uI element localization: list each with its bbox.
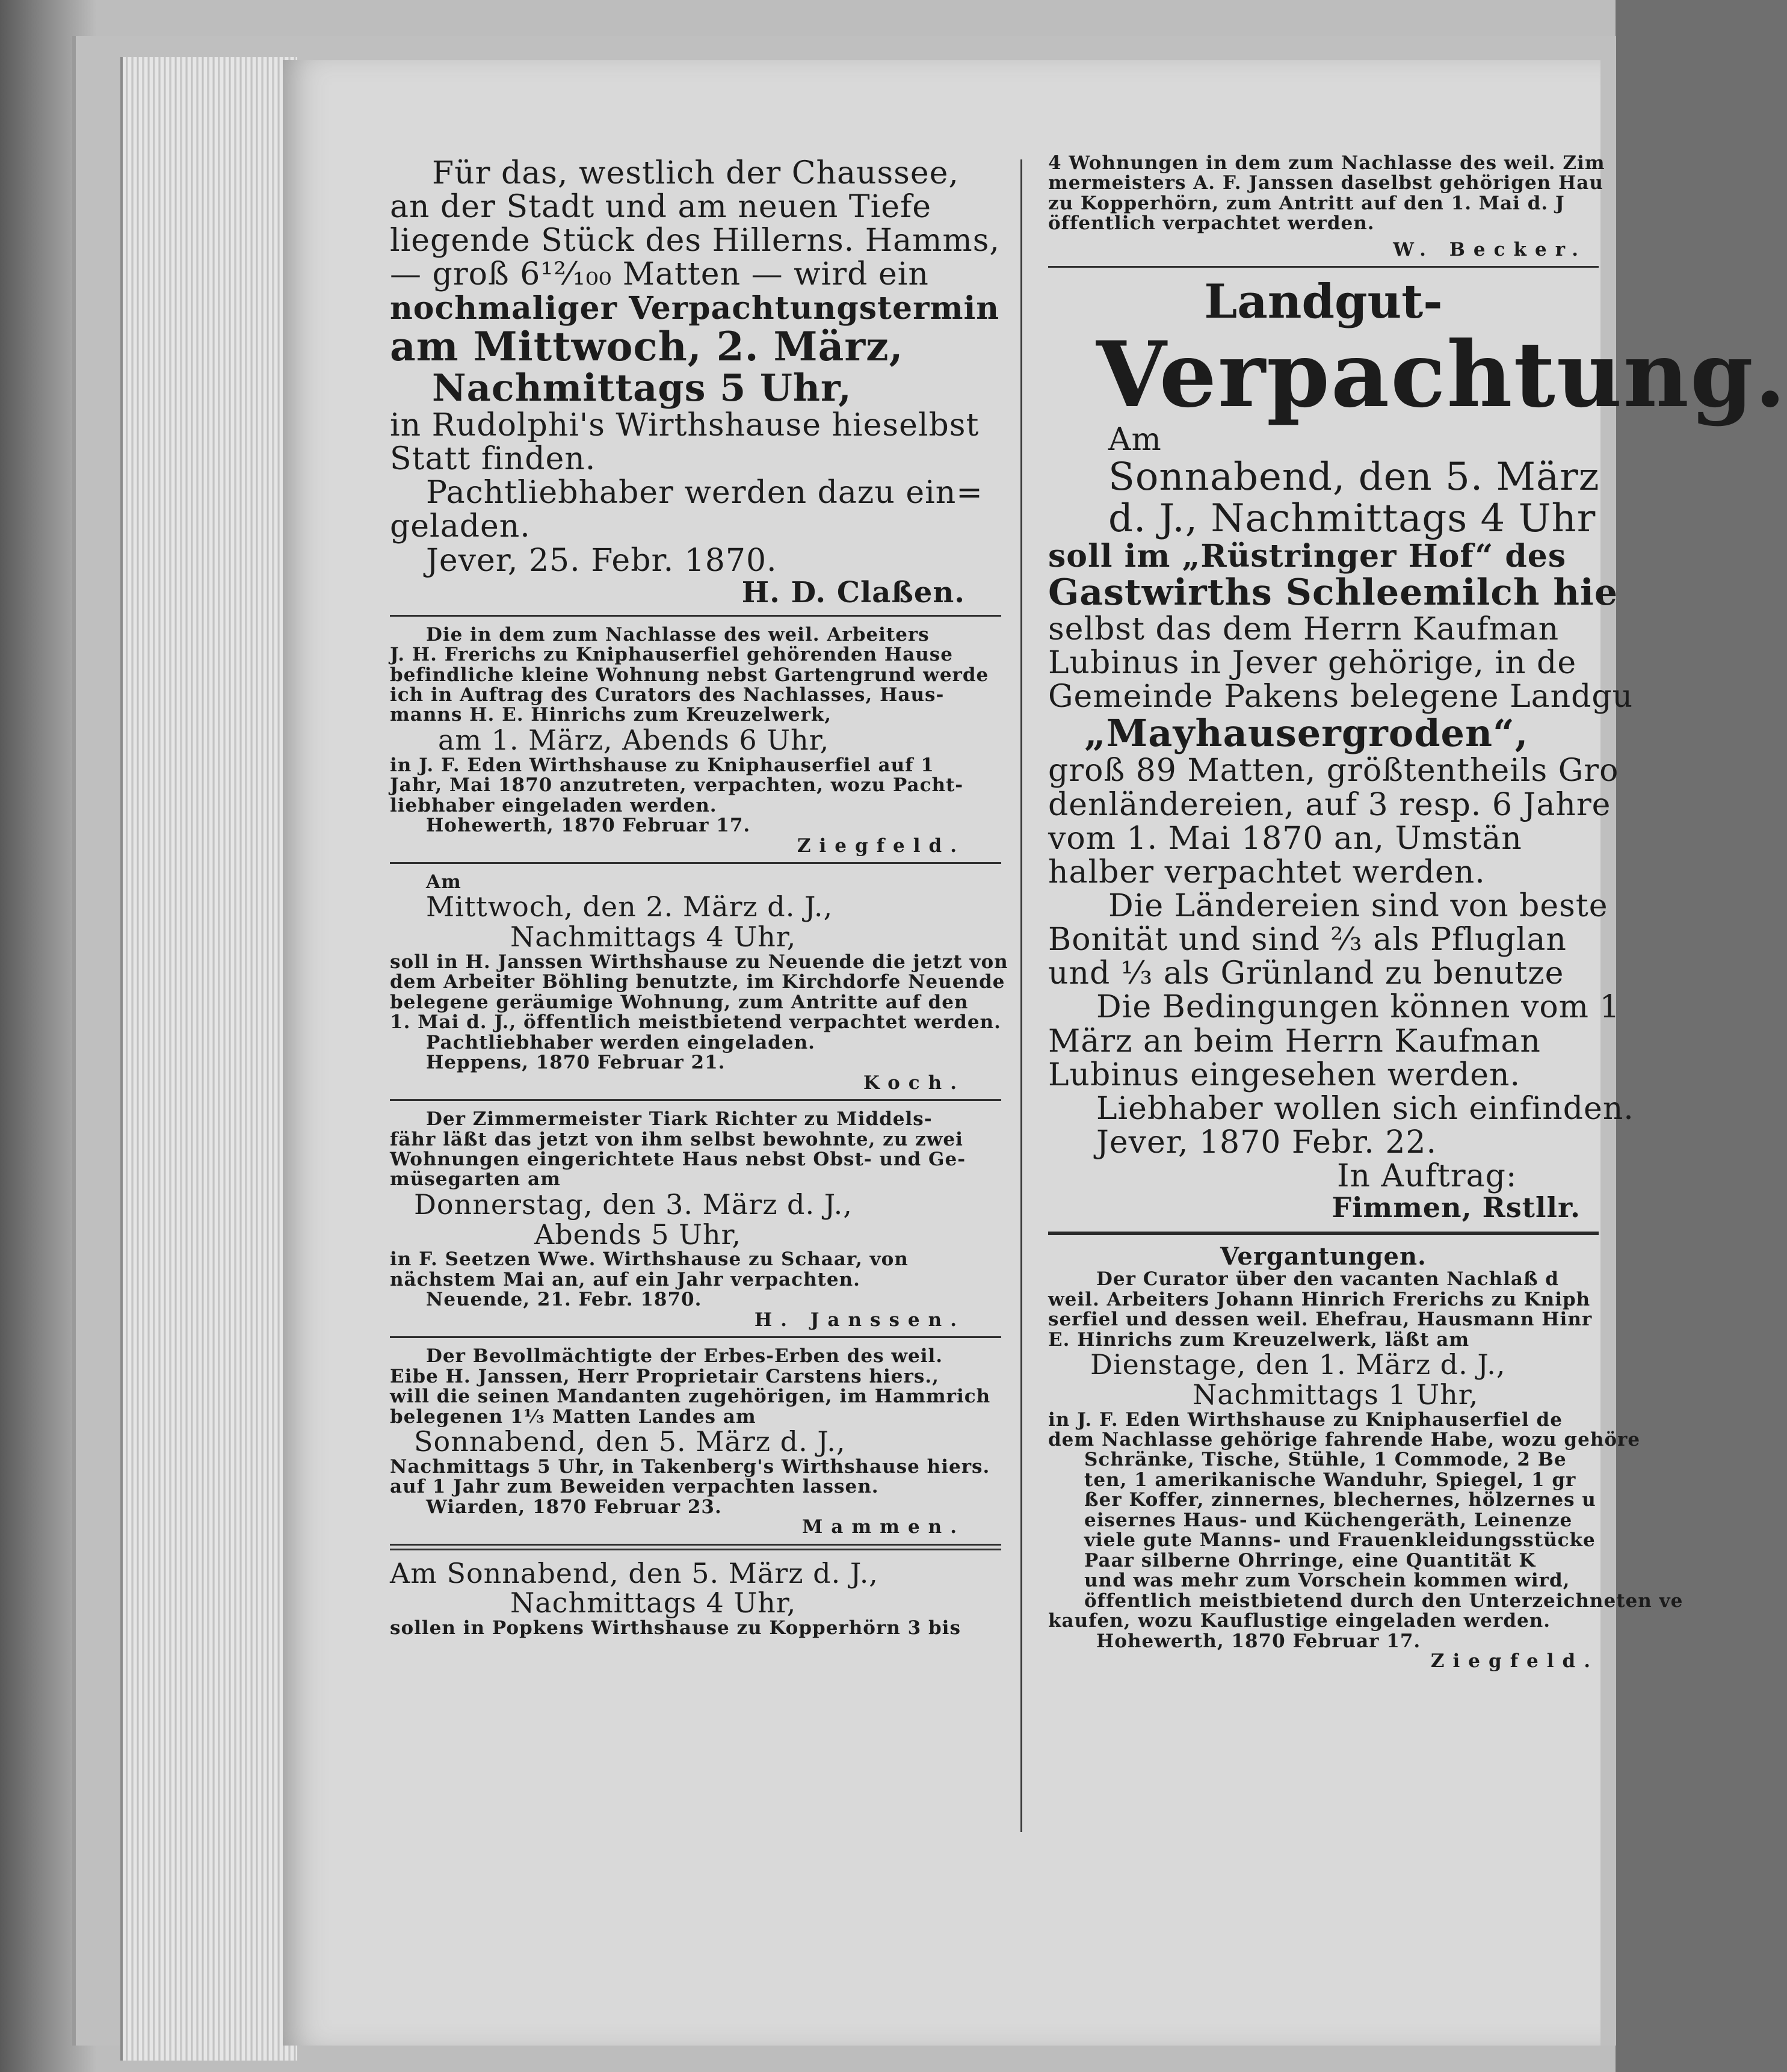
ad-date: Sonnabend, den 5. März — [1108, 454, 1600, 499]
ad-date: Donnerstag, den 3. März d. J., — [414, 1188, 853, 1221]
ad-line: in J. F. Eden Wirthshause zu Kniphauserfiel de — [1048, 1408, 1563, 1431]
ad-date: Am Sonnabend, den 5. März d. J., — [390, 1556, 878, 1589]
ad-line: 1. Mai d. J., öffentlich meistbietend verpachtet werden. — [390, 1011, 1001, 1034]
ad-signature: H. Janssen. — [754, 1309, 965, 1331]
column-divider — [1020, 159, 1022, 1832]
ad-line: öffentlich meistbietend durch den Unterzeichneten ve — [1084, 1589, 1684, 1612]
ad-line: Pachtliebhaber werden eingeladen. — [426, 1031, 815, 1053]
ad-date: Sonnabend, den 5. März d. J., — [414, 1425, 846, 1458]
ad-line: Für das, westlich der Chaussee, — [432, 155, 959, 191]
ad-line: Liebhaber wollen sich einfinden. — [1096, 1090, 1634, 1127]
ad-line: auf 1 Jahr zum Beweiden verpachten lassen. — [390, 1476, 879, 1498]
ad-line: geladen. — [390, 508, 531, 545]
ad-separator — [390, 615, 1001, 617]
ad-place-date: Hohewerth, 1870 Februar 17. — [426, 815, 751, 837]
ad-time: Nachmittags 5 Uhr, — [432, 366, 852, 410]
section-heading: Vergantungen. — [1220, 1242, 1427, 1271]
ad-line: viele gute Manns- und Frauenkleidungsstücke — [1084, 1529, 1596, 1552]
ad-landgut-verpachtung — [1048, 274, 1787, 1224]
ad-line: kaufen, wozu Kauflustige eingeladen werden. — [1048, 1610, 1551, 1632]
ad-line: E. Hinrichs zum Kreuzelwerk, läßt am — [1048, 1328, 1470, 1351]
ad-line: Gastwirths Schleemilch hie — [1048, 572, 1619, 614]
ad-line: weil. Arbeiters Johann Hinrich Frerichs zu Kniph — [1048, 1288, 1591, 1310]
ad-line: ten, 1 amerikanische Wanduhr, Spiegel, 1 gr — [1084, 1469, 1576, 1491]
ad-line: und was mehr zum Vorschein kommen wird, — [1084, 1570, 1570, 1592]
ad-signature: Mammen. — [801, 1516, 965, 1538]
ad-line: dem Nachlasse gehörige fahrende Habe, wozu gehöre — [1048, 1428, 1641, 1451]
ad-place-date: Wiarden, 1870 Februar 23. — [426, 1496, 722, 1518]
ad-separator-double — [390, 1544, 1001, 1550]
ad-line: müsegarten am — [390, 1168, 561, 1191]
ad-line: Wohnungen eingerichtete Haus nebst Obst- und Ge- — [390, 1149, 966, 1170]
ad-auftrag: In Auftrag: — [1337, 1158, 1517, 1195]
ad-line: groß 89 Matten, größtentheils Gro — [1048, 753, 1619, 789]
ad-signature: W. Becker. — [1393, 238, 1587, 261]
ad-place-date: Jever, 25. Febr. 1870. — [426, 542, 777, 579]
ad-signature: Fimmen, Rstllr. — [1332, 1191, 1581, 1224]
ad-line: in F. Seetzen Wwe. Wirthshause zu Schaar, von — [390, 1248, 909, 1271]
ad-signature: Ziegfeld. — [797, 834, 965, 857]
left-column — [390, 155, 1008, 1639]
ad-line: an der Stadt und am neuen Tiefe — [390, 189, 931, 226]
ad-separator — [1048, 266, 1599, 268]
ad-line: befindliche kleine Wohnung nebst Gartengrund werde — [390, 664, 989, 686]
ad-line: eisernes Haus- und Küchengeräth, Leinenze — [1084, 1509, 1573, 1531]
ad-am: Am — [426, 871, 461, 893]
ad-becker-kopperhoern — [1048, 152, 1605, 261]
ad-line: belegene geräumige Wohnung, zum Antritte auf den — [390, 991, 969, 1013]
ad-line: soll im „Rüstringer Hof“ des — [1048, 538, 1567, 575]
ad-line: nächstem Mai an, auf ein Jahr verpachten. — [390, 1268, 860, 1290]
ad-title: Verpachtung. — [1096, 322, 1787, 428]
ad-separator — [390, 1336, 1001, 1338]
ad-date: am Mittwoch, 2. März, — [390, 322, 904, 370]
ad-richter-middelsfaehr — [390, 1109, 1001, 1330]
section-vergantungen — [1048, 1242, 1684, 1673]
ad-line: Pachtliebhaber werden dazu ein= — [426, 475, 983, 511]
ad-line: 4 Wohnungen in dem zum Nachlasse des weil. Zim — [1048, 152, 1605, 174]
ad-time: Abends 5 Uhr, — [534, 1218, 742, 1251]
ad-line: Die Bedingungen können vom 1 — [1096, 989, 1620, 1026]
ad-janssen-neuende — [390, 871, 1008, 1094]
ad-separator — [1048, 1232, 1599, 1235]
ad-line: manns H. E. Hinrichs zum Kreuzelwerk, — [390, 704, 832, 726]
ad-place-date: Hohewerth, 1870 Februar 17. — [1096, 1630, 1421, 1652]
ad-date: am 1. März, Abends 6 Uhr, — [438, 723, 830, 756]
ad-line: Lubinus eingesehen werden. — [1048, 1056, 1521, 1093]
ad-line: fähr läßt das jetzt von ihm selbst bewohnte, zu zwei — [390, 1128, 963, 1150]
ad-line: Eibe H. Janssen, Herr Proprietair Carstens hiers., — [390, 1365, 939, 1387]
ad-place-date: Neuende, 21. Febr. 1870. — [426, 1289, 702, 1311]
ad-line: in Rudolphi's Wirthshause hieselbst — [390, 407, 980, 443]
ad-line: Schränke, Tische, Stühle, 1 Commode, 2 Be — [1084, 1449, 1567, 1471]
ad-line: sollen in Popkens Wirthshause zu Kopperhörn 3 bis — [390, 1617, 961, 1639]
ad-line: denländereien, auf 3 resp. 6 Jahre — [1048, 786, 1611, 823]
ad-line: soll in H. Janssen Wirthshause zu Neuende die jetzt von — [390, 951, 1008, 973]
ad-line: in J. F. Eden Wirthshause zu Kniphauserfiel auf 1 — [390, 754, 934, 776]
ad-line: und ¹⁄₃ als Grünland zu benutze — [1048, 955, 1564, 992]
ad-date: Mittwoch, den 2. März d. J., — [426, 890, 833, 923]
ad-time: d. J., Nachmittags 4 Uhr — [1108, 496, 1596, 541]
ad-line: serfiel und dessen weil. Ehefrau, Hausmann Hinr — [1048, 1309, 1593, 1331]
ad-am: Am — [1108, 421, 1162, 458]
ad-line: Die in dem zum Nachlasse des weil. Arbeiters — [426, 623, 930, 646]
ad-line: Nachmittags 5 Uhr, in Takenberg's Wirthshause hiers. — [390, 1455, 990, 1478]
ad-janssen-hammrich — [390, 1346, 1001, 1537]
ad-line: Der Zimmermeister Tiark Richter zu Middels- — [426, 1108, 933, 1130]
ad-place-date: Jever, 1870 Febr. 22. — [1096, 1124, 1437, 1161]
ad-time: Nachmittags 4 Uhr, — [510, 1586, 797, 1620]
ad-line: Gemeinde Pakens belegene Landgu — [1048, 679, 1634, 715]
ad-line: ßer Koffer, zinnernes, blechernes, hölzernes u — [1084, 1489, 1596, 1511]
ad-separator — [390, 862, 1001, 864]
ad-line: Der Curator über den vacanten Nachlaß d — [1096, 1268, 1559, 1290]
ad-line: Die Ländereien sind von beste — [1108, 888, 1608, 925]
ad-line: J. H. Frerichs zu Kniphauserfiel gehörenden Hause — [390, 644, 953, 666]
ad-line: halber verpachtet werden. — [1048, 854, 1486, 890]
ad-line: liebhaber eingeladen werden. — [390, 794, 717, 816]
ad-frerichs-wohnung — [390, 625, 1001, 856]
ad-line: will die seinen Mandanten zugehörigen, im Hammrich — [390, 1386, 991, 1408]
ad-line: dem Arbeiter Böhling benutzte, im Kirchdorfe Neuende — [390, 971, 1005, 993]
ad-line: Lubinus in Jever gehörige, in de — [1048, 645, 1577, 682]
page-edges — [120, 57, 297, 2061]
ad-line: zu Kopperhörn, zum Antritt auf den 1. Mai d. J — [1048, 192, 1565, 214]
ad-line: belegenen 1¹⁄₃ Matten Landes am — [390, 1405, 756, 1428]
ad-date: Dienstage, den 1. März d. J., — [1090, 1348, 1506, 1381]
ad-place-date: Heppens, 1870 Februar 21. — [426, 1052, 726, 1074]
ad-estate-name: „Mayhausergroden“, — [1084, 711, 1529, 756]
ad-line: Statt finden. — [390, 441, 596, 478]
ad-line: Jahr, Mai 1870 anzutreten, verpachten, wozu Pacht- — [390, 774, 964, 797]
ad-line: mermeisters A. F. Janssen daselbst gehörigen Hau — [1048, 172, 1603, 194]
ad-line: März an beim Herrn Kaufman — [1048, 1023, 1541, 1059]
ad-line: Bonität und sind ²⁄₃ als Pfluglan — [1048, 922, 1567, 958]
ad-time: Nachmittags 1 Uhr, — [1193, 1378, 1479, 1411]
ad-separator — [390, 1099, 1001, 1101]
ad-popkens-kopperhoern — [390, 1556, 1001, 1639]
ad-line: Der Bevollmächtigte der Erbes-Erben des weil. — [426, 1345, 943, 1367]
ad-time: Nachmittags 4 Uhr, — [510, 920, 797, 954]
ad-line: Paar silberne Ohrringe, eine Quantität K — [1084, 1549, 1536, 1571]
ad-signature: Ziegfeld. — [1430, 1650, 1599, 1673]
right-column — [1048, 152, 1787, 1673]
ad-signature: H. D. Claßen. — [741, 575, 965, 609]
ad-line: vom 1. Mai 1870 an, Umstän — [1048, 820, 1522, 857]
ad-line: — groß 6¹²⁄₁₀₀ Matten — wird ein — [390, 256, 929, 293]
ad-line: selbst das dem Herrn Kaufman — [1048, 611, 1560, 647]
ad-line: liegende Stück des Hillerns. Hamms, — [390, 223, 1000, 259]
ad-line: öffentlich verpachtet werden. — [1048, 212, 1375, 235]
ad-heading: Landgut- — [1204, 274, 1443, 330]
ad-line: ich in Auftrag des Curators des Nachlasses, Haus- — [390, 684, 945, 706]
ad-signature: Koch. — [863, 1071, 965, 1094]
ad-line: nochmaliger Verpachtungstermin — [390, 289, 1000, 327]
ad-hillerns-hamm — [390, 156, 1001, 609]
